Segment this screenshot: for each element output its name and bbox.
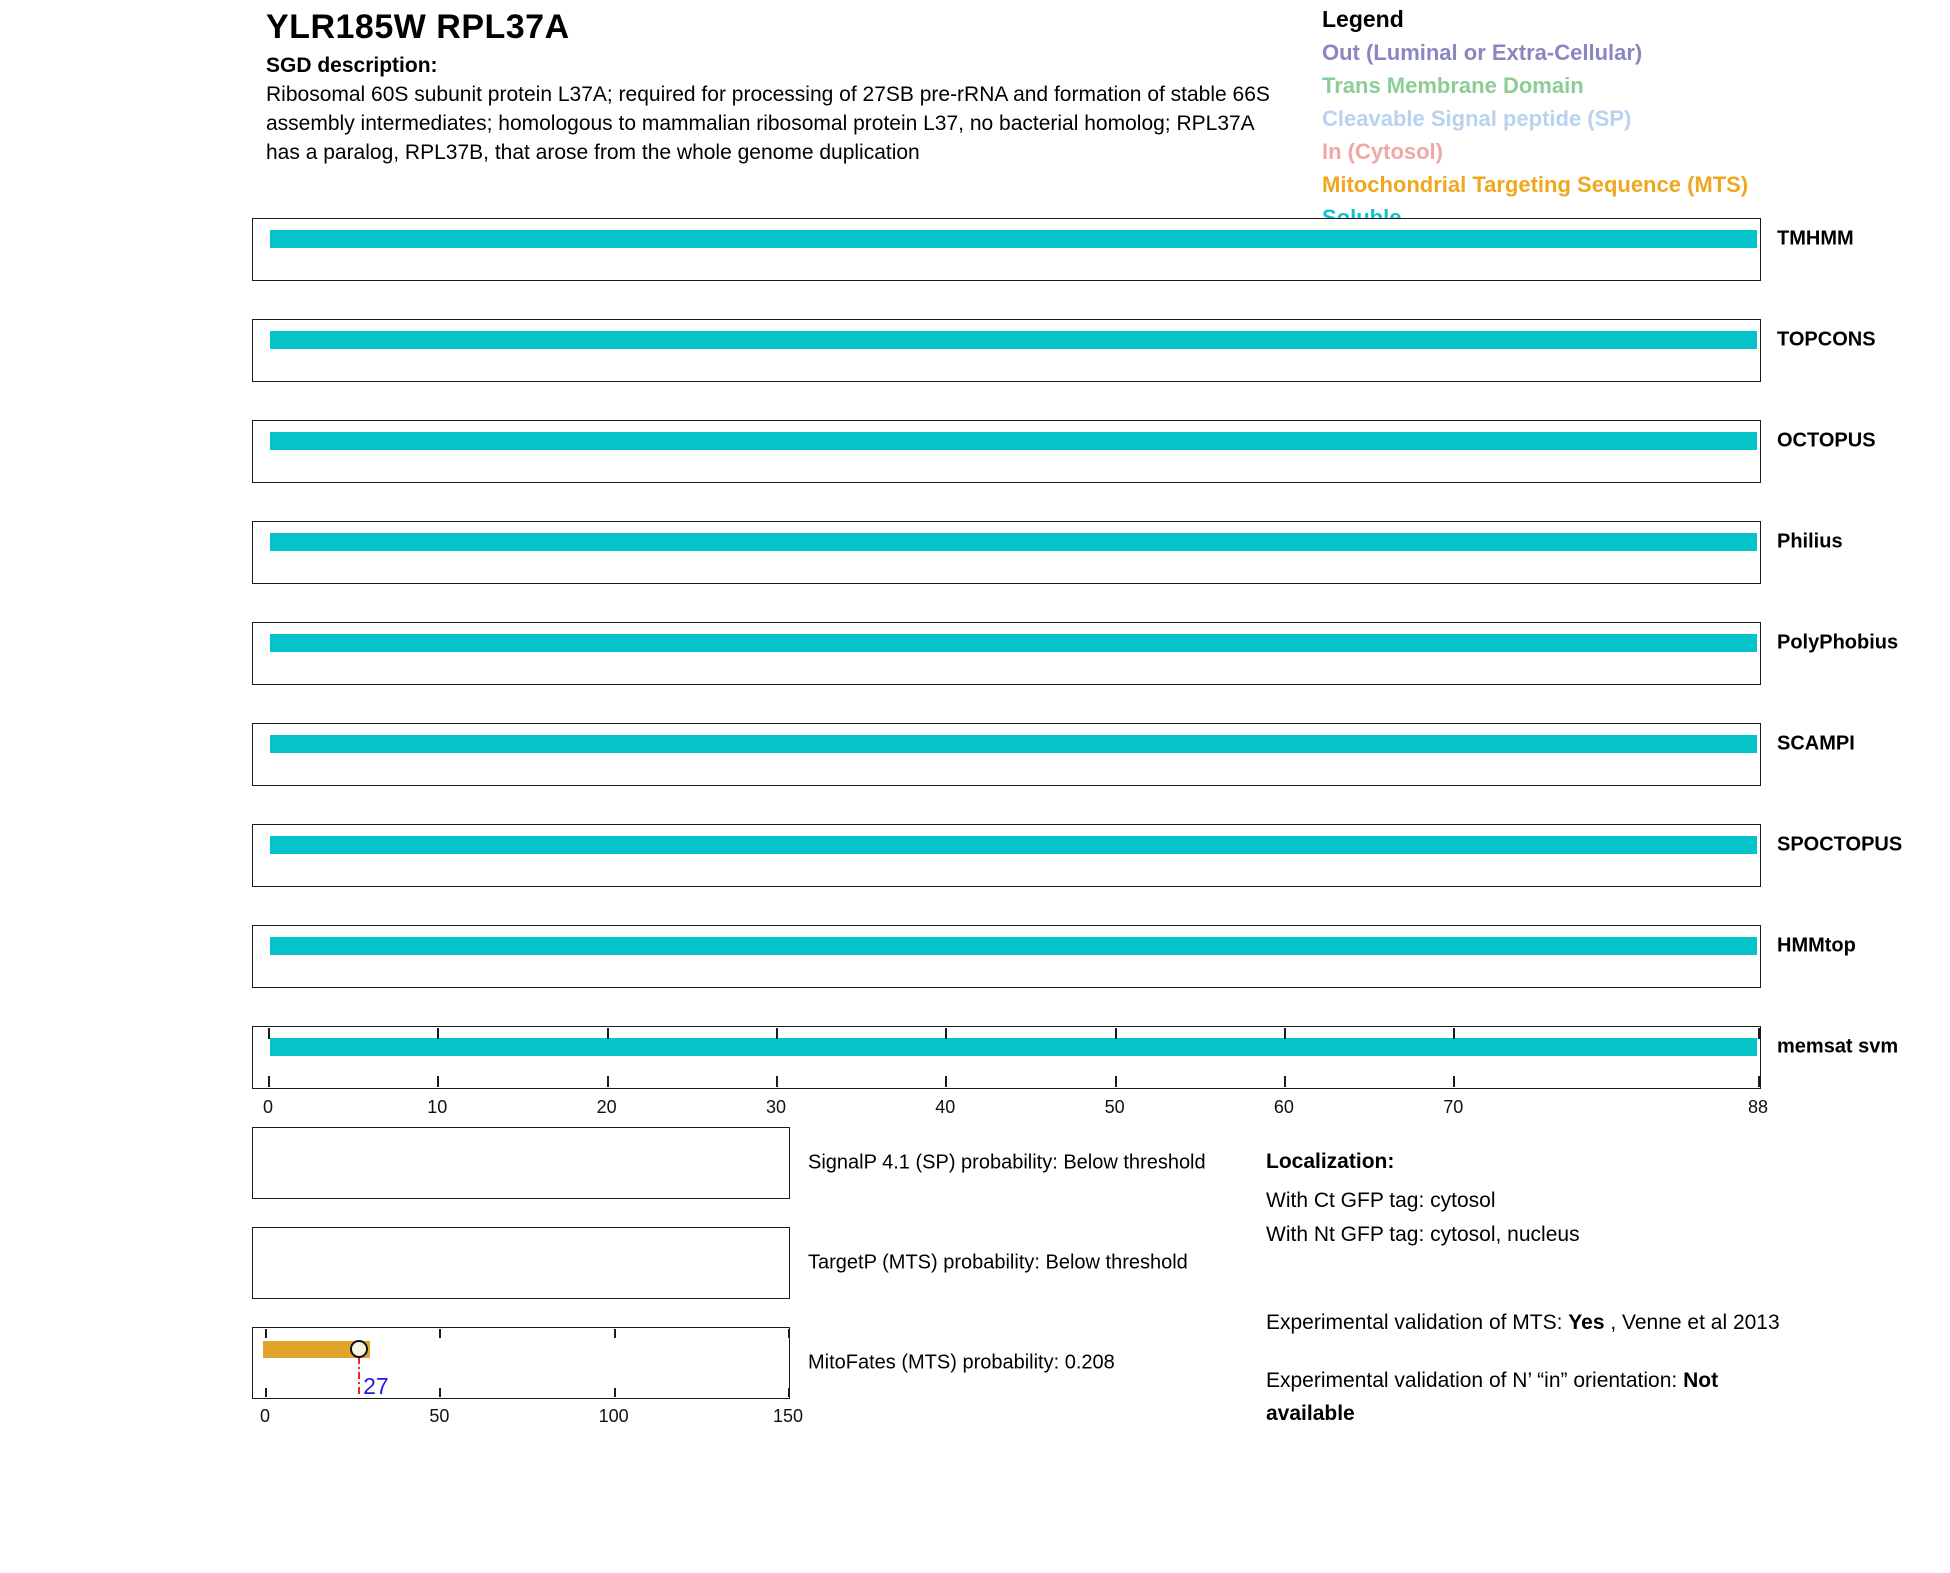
track-box-scampi	[252, 723, 1761, 786]
residue-axis-tick-top	[1284, 1028, 1286, 1039]
track-label-philius: Philius	[1777, 530, 1843, 553]
n-in-orientation-prefix: Experimental validation of N’ “in” orientation:	[1266, 1369, 1684, 1392]
mitofates-axis-tick-top	[265, 1329, 267, 1338]
residue-axis-tick-bottom	[1453, 1076, 1455, 1087]
mitofates-axis-tick-bottom	[439, 1388, 441, 1397]
residue-axis-tick-top	[437, 1028, 439, 1039]
signalp-probability-label: SignalP 4.1 (SP) probability: Below threshold	[808, 1151, 1206, 1174]
mts-validation	[1266, 1306, 1780, 1339]
residue-axis-label: 50	[1104, 1097, 1125, 1117]
track-box-spoctopus	[252, 824, 1761, 887]
soluble-region-bar	[270, 533, 1757, 551]
mitofates-axis-tick-top	[439, 1329, 441, 1338]
residue-axis-tick-bottom	[945, 1076, 947, 1087]
targetp-plot-box	[252, 1227, 790, 1299]
soluble-region-bar	[270, 937, 1757, 955]
n-in-orientation-validation	[1266, 1364, 1771, 1430]
mitofates-axis-label: 100	[598, 1406, 629, 1426]
soluble-region-bar	[270, 230, 1757, 248]
track-label-spoctopus: SPOCTOPUS	[1777, 833, 1903, 856]
sgd-description-label: SGD description:	[266, 54, 438, 77]
mitofates-axis-label: 0	[259, 1406, 271, 1426]
soluble-region-bar	[270, 735, 1757, 753]
legend-item-4: In (Cytosol)	[1322, 139, 1443, 164]
track-box-memsat-svm	[252, 1026, 1761, 1089]
sgd-description-line-2: assembly intermediates; homologous to mammalian ribosomal protein L37, no bacterial homolog; RPL37A	[266, 112, 1255, 135]
soluble-region-bar	[270, 836, 1757, 854]
localization-title: Localization:	[1266, 1150, 1395, 1173]
mitofates-axis-tick-bottom	[265, 1388, 267, 1397]
residue-axis-label: 20	[596, 1097, 617, 1117]
track-label-scampi: SCAMPI	[1777, 732, 1855, 755]
residue-axis-label: 60	[1273, 1097, 1294, 1117]
mitofates-axis-tick-bottom	[788, 1388, 790, 1397]
page-title: YLR185W RPL37A	[266, 8, 570, 46]
legend-item-3: Cleavable Signal peptide (SP)	[1322, 106, 1632, 131]
track-label-tmhmm: TMHMM	[1777, 227, 1854, 250]
residue-axis-tick-bottom	[268, 1076, 270, 1087]
mts-validation-value: Yes	[1568, 1311, 1605, 1334]
signalp-plot-box	[252, 1127, 790, 1199]
track-box-philius	[252, 521, 1761, 584]
residue-axis-label: 88	[1747, 1097, 1769, 1117]
cleavage-site-line	[358, 1357, 360, 1397]
residue-axis-tick-top	[945, 1028, 947, 1039]
sgd-description-line-3: has a paralog, RPL37B, that arose from the whole genome duplication	[266, 141, 920, 164]
ct-gfp-localization: With Ct GFP tag: cytosol	[1266, 1189, 1496, 1212]
residue-axis-tick-bottom	[1758, 1076, 1760, 1087]
residue-axis-tick-top	[1115, 1028, 1117, 1039]
n-in-orientation-value: Not available	[1266, 1369, 1719, 1425]
mitofates-axis-label: 50	[429, 1406, 450, 1426]
track-box-topcons	[252, 319, 1761, 382]
residue-axis-label: 70	[1443, 1097, 1464, 1117]
residue-axis-label: 0	[262, 1097, 274, 1117]
track-label-topcons: TOPCONS	[1777, 328, 1876, 351]
soluble-region-bar	[270, 1038, 1757, 1056]
track-label-octopus: OCTOPUS	[1777, 429, 1876, 452]
residue-axis-tick-top	[1758, 1028, 1760, 1039]
track-label-hmmtop: HMMtop	[1777, 934, 1856, 957]
mitofates-axis-tick-bottom	[614, 1388, 616, 1397]
mitofates-plot-box	[252, 1327, 790, 1399]
residue-axis-tick-bottom	[437, 1076, 439, 1087]
legend-title: Legend	[1322, 6, 1404, 32]
soluble-region-bar	[270, 634, 1757, 652]
residue-axis-tick-top	[607, 1028, 609, 1039]
mitofates-probability-label: MitoFates (MTS) probability: 0.208	[808, 1351, 1115, 1374]
mts-validation-suffix: , Venne et al 2013	[1604, 1311, 1780, 1334]
residue-axis-tick-top	[776, 1028, 778, 1039]
mts-validation-prefix: Experimental validation of MTS:	[1266, 1311, 1569, 1334]
sgd-description-text	[266, 80, 1270, 167]
residue-axis-label: 30	[765, 1097, 786, 1117]
mitofates-axis-tick-top	[788, 1329, 790, 1338]
track-box-polyphobius	[252, 622, 1761, 685]
residue-axis-label: 10	[427, 1097, 448, 1117]
sgd-description-line-1: Ribosomal 60S subunit protein L37A; required for processing of 27SB pre-rRNA and formation of stable 66S	[266, 83, 1270, 106]
targetp-probability-label: TargetP (MTS) probability: Below threshold	[808, 1251, 1188, 1274]
track-label-polyphobius: PolyPhobius	[1777, 631, 1899, 654]
track-box-hmmtop	[252, 925, 1761, 988]
mitofates-axis-label: 150	[772, 1406, 804, 1426]
legend-item-5: Mitochondrial Targeting Sequence (MTS)	[1322, 172, 1749, 197]
residue-axis-tick-top	[268, 1028, 270, 1039]
residue-axis-label: 40	[935, 1097, 956, 1117]
residue-axis-tick-bottom	[1115, 1076, 1117, 1087]
soluble-region-bar	[270, 331, 1757, 349]
track-box-tmhmm	[252, 218, 1761, 281]
legend-item-2: Trans Membrane Domain	[1322, 73, 1584, 98]
residue-axis-tick-bottom	[776, 1076, 778, 1087]
residue-axis-tick-top	[1453, 1028, 1455, 1039]
cleavage-site-marker	[350, 1340, 368, 1358]
cleavage-site-label: 27	[363, 1373, 389, 1399]
residue-axis-tick-bottom	[1284, 1076, 1286, 1087]
legend-item-1: Out (Luminal or Extra-Cellular)	[1322, 40, 1643, 65]
nt-gfp-localization: With Nt GFP tag: cytosol, nucleus	[1266, 1223, 1580, 1246]
mitofates-axis-tick-top	[614, 1329, 616, 1338]
legend	[1322, 6, 1748, 231]
track-box-octopus	[252, 420, 1761, 483]
track-label-memsat-svm: memsat svm	[1777, 1035, 1899, 1058]
residue-axis-tick-bottom	[607, 1076, 609, 1087]
soluble-region-bar	[270, 432, 1757, 450]
